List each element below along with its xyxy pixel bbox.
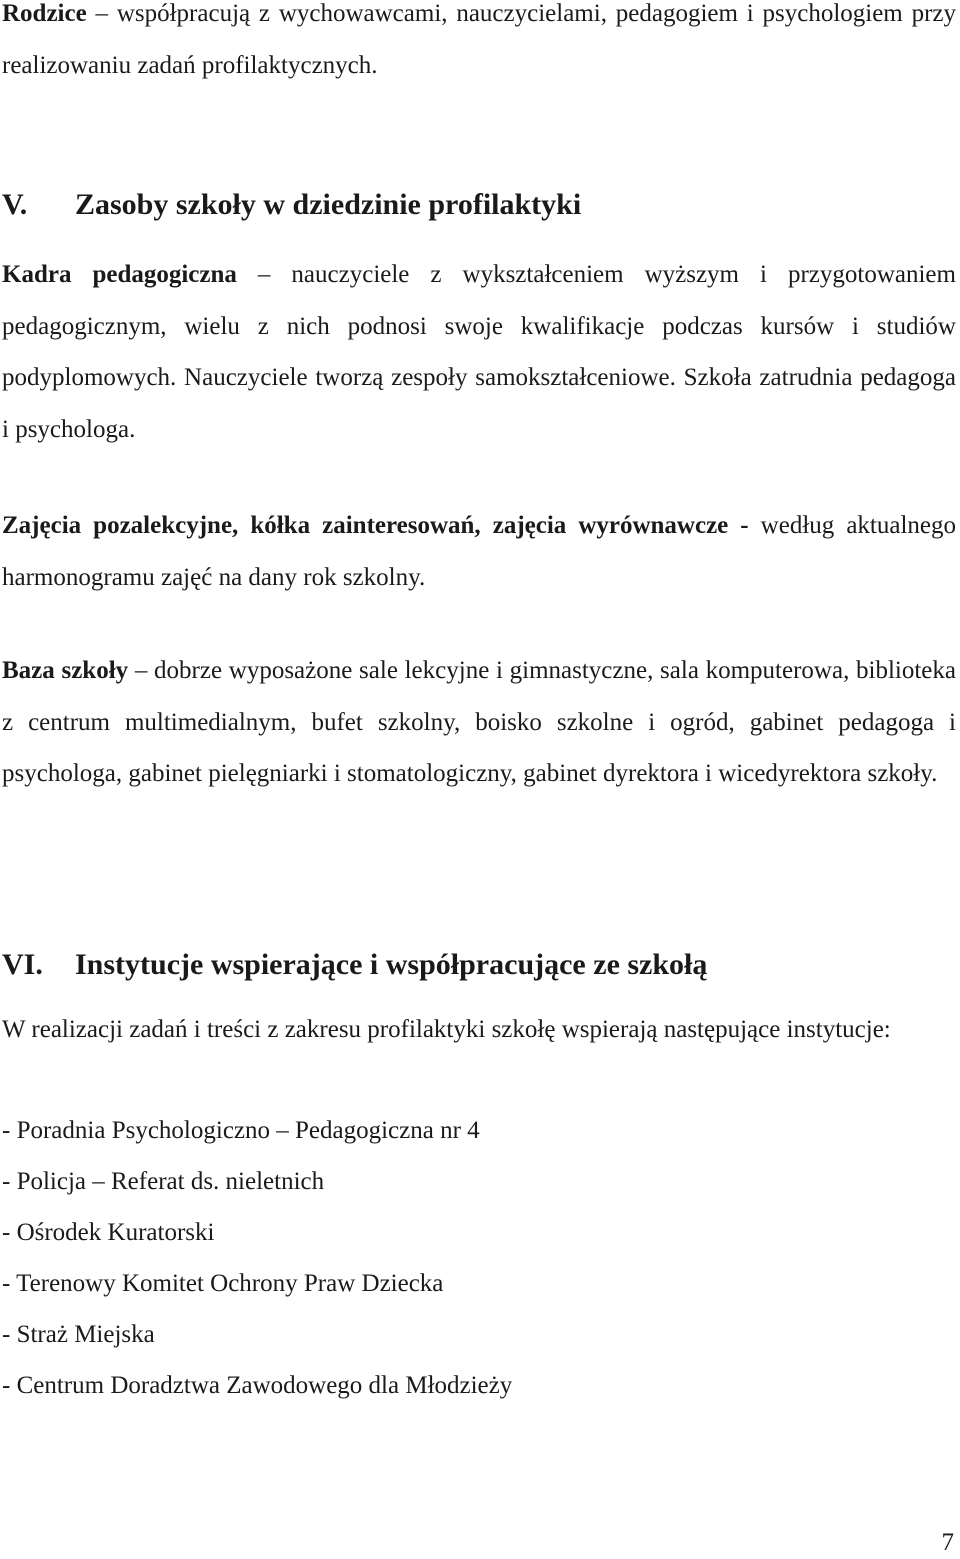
base-label: Baza szkoły bbox=[2, 657, 129, 684]
parents-text: – współpracują z wychowawcami, nauczycielami, pedagogiem i psychologiem przy realizowaniu zadań profilaktycznych. bbox=[2, 0, 956, 79]
staff-paragraph bbox=[2, 249, 956, 455]
section-6-heading bbox=[2, 945, 707, 985]
list-item: - Centrum Doradztwa Zawodowego dla Młodzieży bbox=[2, 1372, 513, 1399]
staff-label: Kadra pedagogiczna bbox=[2, 261, 237, 288]
intro-paragraph: W realizacji zadań i treści z zakresu profilaktyki szkołę wspierają następujące instytucje: bbox=[2, 1016, 891, 1043]
section-6-title: Instytucje wspierające i współpracujące ze szkołą bbox=[75, 948, 708, 981]
list-item: - Poradnia Psychologiczno – Pedagogiczna nr 4 bbox=[2, 1117, 480, 1144]
section-5-number: V. bbox=[2, 188, 28, 221]
list-item: - Policja – Referat ds. nieletnich bbox=[2, 1168, 325, 1195]
staff-text: – nauczyciele z wykształceniem wyższym i przygotowaniem pedagogicznym, wielu z nich podnosi swoje kwalifikacje podczas kursów i studiów podyplomowych. Nauczyciele tworzą zespoły samokształceniowe. Szkoła zatrudnia pedagoga i psychologa. bbox=[2, 261, 956, 443]
section-5-heading bbox=[2, 185, 581, 225]
activities-paragraph bbox=[2, 500, 956, 603]
parents-paragraph bbox=[2, 0, 956, 91]
parents-label: Rodzice bbox=[2, 0, 87, 27]
list-item: - Terenowy Komitet Ochrony Praw Dziecka bbox=[2, 1270, 444, 1297]
section-6-number: VI. bbox=[2, 948, 43, 981]
page-number: 7 bbox=[941, 1529, 954, 1556]
section-5-title: Zasoby szkoły w dziedzinie profilaktyki bbox=[75, 188, 582, 221]
activities-text: według aktualnego harmonogramu zajęć na dany rok szkolny. bbox=[2, 512, 956, 591]
base-text: – dobrze wyposażone sale lekcyjne i gimnastyczne, sala komputerowa, biblioteka z centrum multimedialnym, bufet szkolny, boisko szkolne i ogród, gabinet pedagoga i psychologa, gabinet pielęgniarki i stomatologiczny, gabinet dyrektora i wicedyrektora szkoły. bbox=[2, 657, 956, 787]
list-item: - Straż Miejska bbox=[2, 1321, 155, 1348]
activities-label: Zajęcia pozalekcyjne, kółka zainteresowań, zajęcia wyrównawcze - bbox=[2, 512, 749, 539]
list-item: - Ośrodek Kuratorski bbox=[2, 1219, 215, 1246]
base-paragraph bbox=[2, 645, 956, 800]
